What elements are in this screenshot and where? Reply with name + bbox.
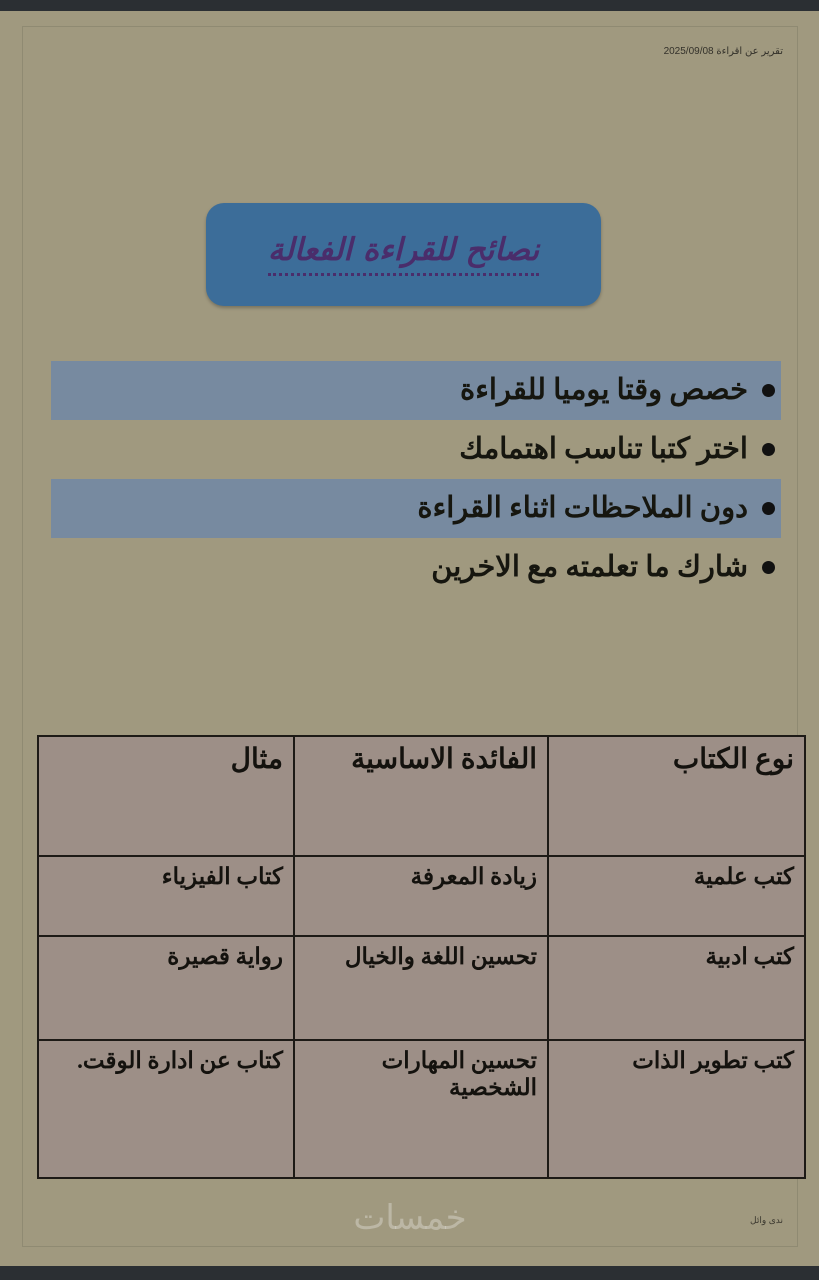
cell-main-benefit: زيادة المعرفة [294, 856, 548, 936]
column-header-main-benefit: الفائدة الاساسية [294, 736, 548, 856]
bullet-content [460, 374, 781, 407]
table-header-row [38, 736, 805, 856]
bullet-label: اختر كتبا تناسب اهتمامك [459, 432, 748, 465]
title-banner [206, 203, 601, 306]
bullet-content [459, 433, 781, 466]
table-row [38, 936, 805, 1040]
bullet-row [37, 420, 781, 479]
bullet-row [37, 361, 781, 420]
table-header [38, 736, 805, 856]
page-title: نصائح للقراءة الفعالة [268, 233, 539, 276]
cell-book-type: كتب تطوير الذات [548, 1040, 805, 1178]
table-body [38, 856, 805, 1178]
bullet-label: شارك ما تعلمته مع الاخرين [431, 550, 748, 583]
tips-bullet-list [37, 361, 781, 597]
bullet-content [417, 492, 781, 525]
bullet-label: خصص وقتا يوميا للقراءة [460, 373, 748, 406]
bullet-content [431, 551, 781, 584]
cell-example: كتاب الفيزياء [38, 856, 294, 936]
cell-book-type: كتب ادبية [548, 936, 805, 1040]
watermark-label: خمسات [353, 1198, 467, 1238]
bullet-dot-icon [762, 443, 775, 456]
footer-author-label: ندى وائل [750, 1215, 783, 1225]
top-chrome-bar [0, 0, 819, 11]
document-footer [23, 1198, 797, 1238]
cell-example: رواية قصيرة [38, 936, 294, 1040]
table-row [38, 1040, 805, 1178]
cell-main-benefit: تحسين المهارات الشخصية [294, 1040, 548, 1178]
table-row [38, 856, 805, 936]
bullet-dot-icon [762, 502, 775, 515]
document-header [37, 41, 783, 59]
bullet-label: دون الملاحظات اثناء القراءة [417, 491, 748, 524]
header-date-label: تقرير عن اقراءة 2025/09/08 [663, 46, 783, 57]
cell-book-type: كتب علمية [548, 856, 805, 936]
document-page [22, 26, 798, 1247]
column-header-book-type: نوع الكتاب [548, 736, 805, 856]
column-header-example: مثال [38, 736, 294, 856]
bullet-dot-icon [762, 561, 775, 574]
book-benefits-table [37, 735, 806, 1179]
cell-main-benefit: تحسين اللغة والخيال [294, 936, 548, 1040]
bottom-chrome-bar [0, 1266, 819, 1280]
bullet-row [37, 538, 781, 597]
cell-example: كتاب عن ادارة الوقت. [38, 1040, 294, 1178]
bullet-dot-icon [762, 384, 775, 397]
bullet-row [37, 479, 781, 538]
